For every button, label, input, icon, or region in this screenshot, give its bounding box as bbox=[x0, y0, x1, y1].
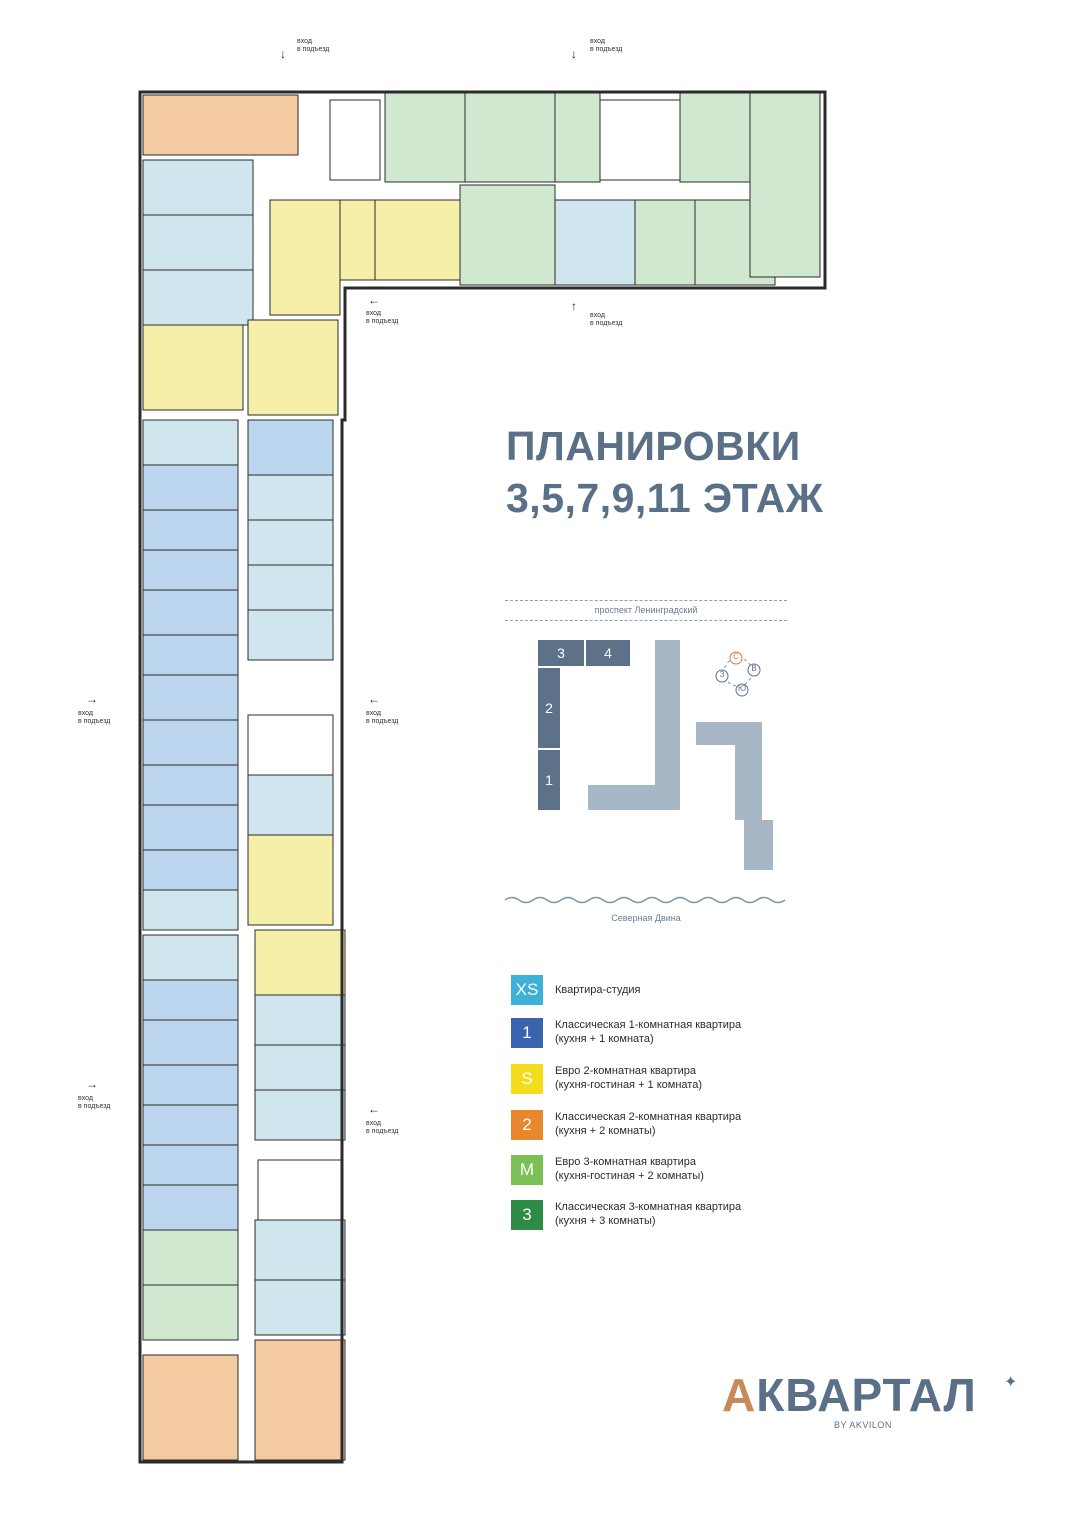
apartment-block bbox=[143, 805, 238, 850]
arrow-left-icon: ← bbox=[368, 293, 380, 307]
apartment-block bbox=[255, 995, 345, 1045]
entrance-label: вход bbox=[366, 310, 381, 317]
entrance-label: вход bbox=[366, 710, 381, 717]
apartment-block bbox=[680, 92, 750, 182]
logo-subtitle: BY AKVILON bbox=[834, 1420, 892, 1430]
legend-text: Классическая 3-комнатная квартира (кухня + 3 комнаты) bbox=[555, 1201, 742, 1227]
arrow-left-icon: ← bbox=[368, 692, 380, 706]
legend-item-two-room bbox=[511, 1110, 741, 1140]
apartment-block bbox=[248, 775, 333, 835]
entrance-marker bbox=[366, 1102, 399, 1136]
apartment-block bbox=[143, 510, 238, 550]
section-label-1: 1 bbox=[545, 772, 553, 788]
page-title bbox=[506, 420, 823, 524]
title-line-2: 3,5,7,9,11 ЭТАЖ bbox=[506, 475, 824, 521]
arrow-right-icon: → bbox=[86, 1077, 98, 1091]
arrow-up-icon: ↑ bbox=[571, 299, 577, 313]
entrance-label: в подъезд bbox=[78, 718, 111, 725]
apartment-block bbox=[143, 215, 253, 270]
apartment-block bbox=[385, 92, 465, 182]
apartment-block bbox=[375, 200, 460, 280]
stairwell bbox=[330, 100, 380, 180]
stairwell bbox=[600, 100, 680, 180]
apartment-block bbox=[255, 1220, 345, 1280]
apartment-block bbox=[143, 1230, 238, 1285]
entrance-marker bbox=[571, 38, 623, 61]
entrance-label: в подъезд bbox=[366, 318, 399, 325]
legend-text: Евро 3-комнатная квартира (кухня-гостиная + 2 комнаты) bbox=[555, 1156, 704, 1182]
apartment-block bbox=[248, 835, 333, 925]
entrance-label: вход bbox=[78, 710, 93, 717]
apartment-block bbox=[255, 1090, 345, 1140]
logo-wordmark: АКВАРТАЛ bbox=[722, 1369, 977, 1421]
street-label: проспект Ленинградский bbox=[594, 605, 698, 615]
apartment-block bbox=[143, 1145, 238, 1185]
entrance-marker bbox=[366, 293, 399, 326]
legend-swatch: 3 bbox=[511, 1200, 543, 1230]
apartment-block bbox=[143, 675, 238, 720]
legend-item-one-room bbox=[511, 1018, 741, 1048]
apartment-block bbox=[460, 185, 555, 285]
apartment-block bbox=[143, 935, 238, 980]
apartment-block bbox=[248, 320, 338, 415]
entrance-label: в подъезд bbox=[366, 1128, 399, 1135]
section-label-2: 2 bbox=[545, 700, 553, 716]
entrance-marker bbox=[78, 692, 111, 726]
street-line bbox=[505, 620, 787, 621]
arrow-down-icon: ↓ bbox=[571, 47, 577, 61]
brand-logo bbox=[722, 1368, 1018, 1430]
entrance-label: в подъезд bbox=[366, 718, 399, 725]
legend-swatch: 2 bbox=[511, 1110, 543, 1140]
apartment-block bbox=[143, 160, 253, 215]
legend-swatch: S bbox=[511, 1064, 543, 1094]
apartment-block bbox=[143, 550, 238, 590]
apartment-block bbox=[143, 635, 238, 675]
apartment-block bbox=[143, 465, 238, 510]
entrance-marker bbox=[366, 692, 399, 726]
apartment-block bbox=[635, 200, 695, 285]
entrance-label: вход bbox=[297, 38, 312, 45]
arrow-left-icon: ← bbox=[368, 1102, 380, 1116]
apartment-block bbox=[143, 1020, 238, 1065]
title-line-1: ПЛАНИРОВКИ bbox=[506, 423, 801, 469]
section-label-4: 4 bbox=[604, 645, 612, 661]
entrance-label: вход bbox=[366, 1120, 381, 1127]
apartment-block bbox=[248, 420, 333, 475]
compass-north-label: С bbox=[733, 652, 739, 661]
entrance-label: в подъезд bbox=[590, 46, 623, 53]
legend-swatch: XS bbox=[511, 975, 543, 1005]
apartment-block bbox=[248, 475, 333, 520]
section-label-3: 3 bbox=[557, 645, 565, 661]
apartment-block bbox=[143, 420, 238, 465]
entrance-marker bbox=[78, 1077, 111, 1111]
legend-text: Евро 2-комнатная квартира (кухня-гостиная + 1 комната) bbox=[555, 1065, 702, 1091]
apartment-block bbox=[143, 850, 238, 890]
entrance-label: вход bbox=[590, 312, 605, 319]
apartment-block bbox=[248, 520, 333, 565]
entrance-label: вход bbox=[78, 1095, 93, 1102]
entrance-label: в подъезд bbox=[78, 1103, 111, 1110]
compass-west-label: З bbox=[719, 670, 725, 679]
compass-east-label: В bbox=[751, 664, 757, 673]
apartment-block bbox=[750, 92, 820, 277]
apartment-block bbox=[143, 765, 238, 805]
legend-item-three-room bbox=[511, 1200, 741, 1230]
legend-item-studio bbox=[511, 975, 641, 1005]
apartment-block bbox=[255, 1280, 345, 1335]
apartment-block bbox=[555, 200, 635, 285]
entrance-marker bbox=[571, 299, 623, 328]
legend-text: Классическая 2-комнатная квартира (кухня + 2 комнаты) bbox=[555, 1111, 742, 1137]
apartment-block bbox=[255, 1340, 345, 1460]
stairwell bbox=[248, 715, 333, 775]
legend-item-euro-three bbox=[511, 1155, 704, 1185]
apartment-block bbox=[143, 1355, 238, 1460]
apartment-block bbox=[465, 92, 555, 182]
apartment-block bbox=[143, 1065, 238, 1105]
arrow-right-icon: → bbox=[86, 692, 98, 706]
street-line bbox=[505, 600, 787, 601]
compass-south-label: Ю bbox=[738, 684, 747, 693]
apartment-block bbox=[143, 590, 238, 635]
sparkle-icon: ✦ bbox=[1004, 1374, 1018, 1391]
arrow-down-icon: ↓ bbox=[280, 47, 286, 61]
apartment-block bbox=[143, 720, 238, 765]
apartment-block bbox=[143, 325, 243, 410]
entrance-label: в подъезд bbox=[590, 320, 623, 327]
legend-text: Квартира-студия bbox=[555, 984, 641, 996]
apartment-block bbox=[255, 930, 345, 995]
apartment-block bbox=[248, 565, 333, 610]
stairwell bbox=[258, 1160, 343, 1220]
entrance-label: вход bbox=[590, 38, 605, 45]
entrance-marker bbox=[280, 38, 330, 61]
apartment-block bbox=[143, 980, 238, 1020]
apartment-block bbox=[143, 1185, 238, 1230]
apartment-block bbox=[270, 200, 340, 315]
apartment-block bbox=[143, 1285, 238, 1340]
river-label: Северная Двина bbox=[611, 913, 681, 923]
entrance-label: в подъезд bbox=[297, 46, 330, 53]
legend-swatch: M bbox=[511, 1155, 543, 1185]
apartment-block bbox=[555, 92, 600, 182]
apartment-block bbox=[248, 610, 333, 660]
apartment-block bbox=[255, 1045, 345, 1090]
legend-swatch: 1 bbox=[511, 1018, 543, 1048]
apartment-block bbox=[143, 1105, 238, 1145]
apartment-block bbox=[143, 95, 298, 155]
apartment-block bbox=[340, 200, 375, 280]
legend-text: Классическая 1-комнатная квартира (кухня + 1 комната) bbox=[555, 1019, 742, 1045]
apartment-block bbox=[143, 890, 238, 930]
apartment-block bbox=[143, 270, 253, 325]
legend-item-euro-two bbox=[511, 1064, 702, 1094]
